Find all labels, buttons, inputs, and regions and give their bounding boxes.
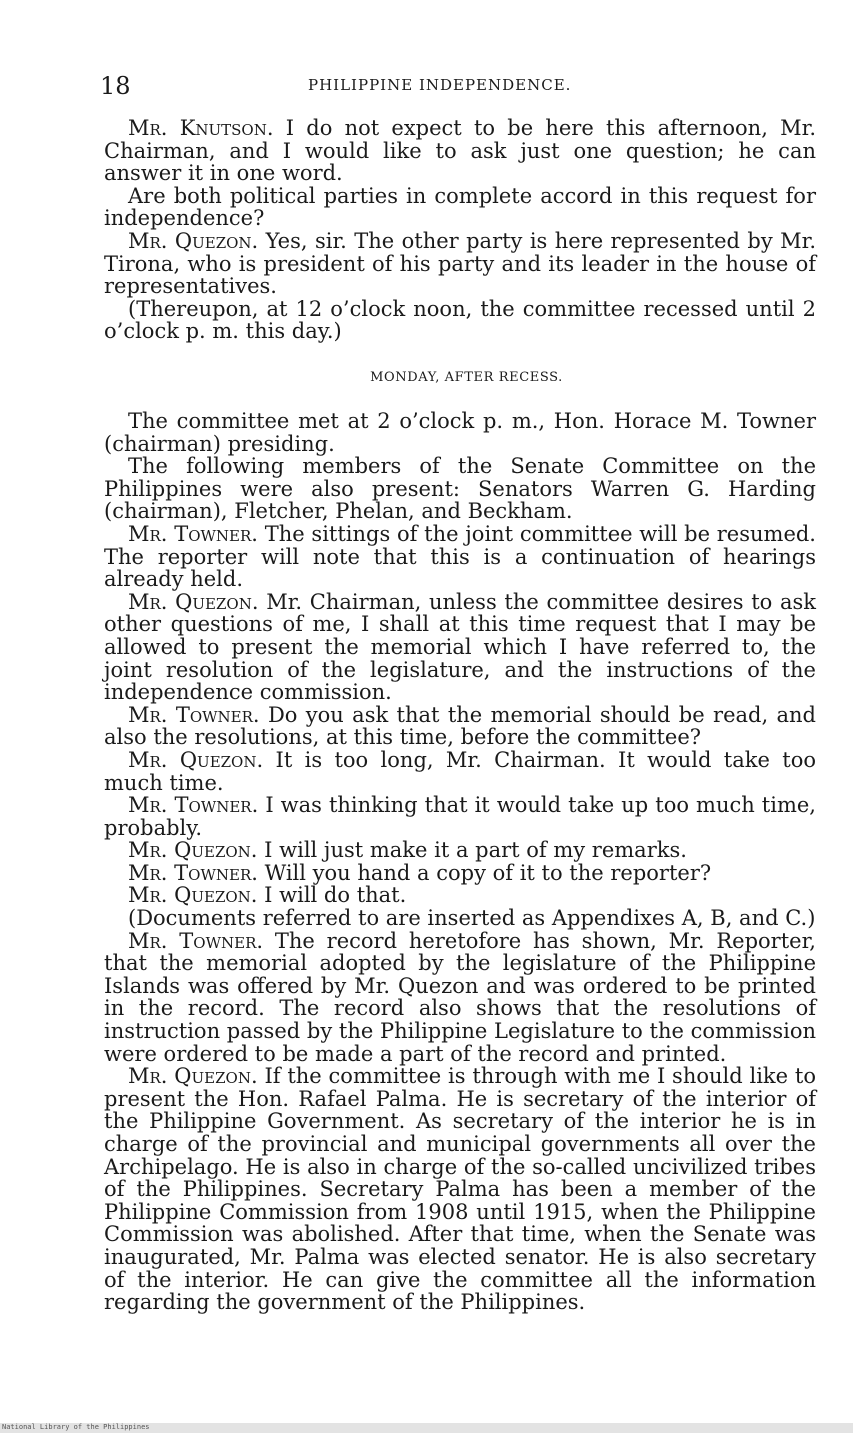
- page-header: [100, 72, 720, 102]
- paragraph-text: Are both political parties in complete accord in this request for independence?: [104, 183, 816, 231]
- speaker-name: Mr. Quezon.: [128, 228, 259, 253]
- paragraph: [104, 749, 816, 794]
- paragraph-text: If the committee is through with me I should like to present the Hon. Rafael Palma. He is secretary of the interior of the Philippine Government. As secretary of the interior he is in charge of the provincial and municipal governments all over the Archipelago. He is also in charge of the so-called uncivilized tribes of the Philippines. Secretary Palma has been a member of the Philippine Commission from 1908 until 1915, when the Philippine Commission was abolished. After that time, when the Senate was inaugurated, Mr. Palma was elected senator. He is also secretary of the interior. He can give the committee all the information regarding the government of the Philippines.: [104, 1064, 816, 1315]
- footer-credit: National Library of the Philippines: [2, 1423, 150, 1431]
- paragraph-text: Will you hand a copy of it to the reporter?: [257, 860, 712, 885]
- paragraph: [104, 591, 816, 704]
- paragraph-text: The committee met at 2 o’clock p. m., Hon. Horace M. Towner (chairman) presiding.: [104, 409, 816, 456]
- page-number: 18: [100, 72, 131, 100]
- text-block-top: [104, 117, 816, 343]
- paragraph: [104, 794, 816, 839]
- speaker-name: Mr. Quezon.: [128, 589, 259, 614]
- paragraph-text: I was thinking that it would take up too much time, probably.: [104, 793, 816, 840]
- paragraph: [104, 185, 816, 230]
- paragraph: [104, 884, 816, 907]
- paragraph: [104, 704, 816, 749]
- paragraph-text: Yes, sir. The other party is here represented by Mr. Tirona, who is president of his party and its leader in the house of representatives.: [104, 228, 816, 299]
- paragraph-text: The following members of the Senate Committee on the Philippines were also present: Senators Warren G. Harding (chairman), Fletcher, Phelan, and Beckham.: [104, 454, 816, 524]
- paragraph-text: I do not expect to be here this afternoon, Mr. Chairman, and I would like to ask just one question; he can answer it in one word.: [104, 116, 817, 186]
- paragraph-text: Do you ask that the memorial should be read, and also the resolutions, at this time, before the committee?: [104, 702, 816, 750]
- speaker-name: Mr. Quezon.: [128, 1064, 258, 1089]
- paragraph: [104, 230, 816, 298]
- speaker-name: Mr. Quezon.: [128, 747, 264, 772]
- speaker-name: Mr. Towner.: [128, 702, 260, 727]
- paragraph: [104, 930, 816, 1066]
- speaker-name: Mr. Towner.: [128, 860, 258, 885]
- text-block-main: [104, 410, 816, 1314]
- paragraph-text: I will just make it a part of my remarks.: [257, 838, 687, 863]
- paragraph: [104, 523, 816, 591]
- speaker-name: Mr. Towner.: [128, 521, 258, 546]
- footer-bar: [0, 1423, 853, 1433]
- paragraph: [104, 862, 816, 885]
- speaker-name: Mr. Quezon.: [128, 883, 258, 908]
- paragraph: [104, 410, 816, 455]
- paragraph: [104, 298, 816, 343]
- paragraph-text: The record heretofore has shown, Mr. Reporter, that the memorial adopted by the legislature of the Philippine Islands was offered by Mr. Quezon and was ordered to be printed in the record. The record also shows that the resolutions of instruction passed by the Philippine Legislature to the commission were ordered to be made a part of the record and printed.: [104, 928, 816, 1066]
- speaker-name: Mr. Quezon.: [128, 838, 258, 863]
- section-heading: MONDAY, AFTER RECESS.: [370, 370, 563, 385]
- paragraph-text: Mr. Chairman, unless the committee desires to ask other questions of me, I shall at this time request that I may be allowed to present the memorial which I have referred to, the joint resolution of the legislature, and the instructions of the independence commission.: [104, 589, 816, 705]
- paragraph: [104, 839, 816, 862]
- paragraph: [104, 117, 816, 185]
- paragraph-text: (Thereupon, at 12 o’clock noon, the committee recessed until 2 o’clock p. m. this day.): [104, 296, 816, 344]
- running-title: PHILIPPINE INDEPENDENCE.: [308, 76, 572, 94]
- paragraph: [104, 907, 816, 930]
- paragraph: [104, 1065, 816, 1314]
- paragraph: [104, 455, 816, 523]
- speaker-name: Mr. Knutson.: [128, 116, 274, 140]
- paragraph-text: I will do that.: [257, 883, 407, 908]
- paragraph-text: It is too long, Mr. Chairman. It would take too much time.: [104, 747, 816, 795]
- paragraph-text: (Documents referred to are inserted as Appendixes A, B, and C.): [128, 906, 816, 931]
- paragraph-text: The sittings of the joint committee will be resumed. The reporter will note that this is a continuation of hearings already held.: [104, 521, 816, 592]
- speaker-name: Mr. Towner.: [128, 793, 259, 818]
- speaker-name: Mr. Towner.: [128, 928, 264, 953]
